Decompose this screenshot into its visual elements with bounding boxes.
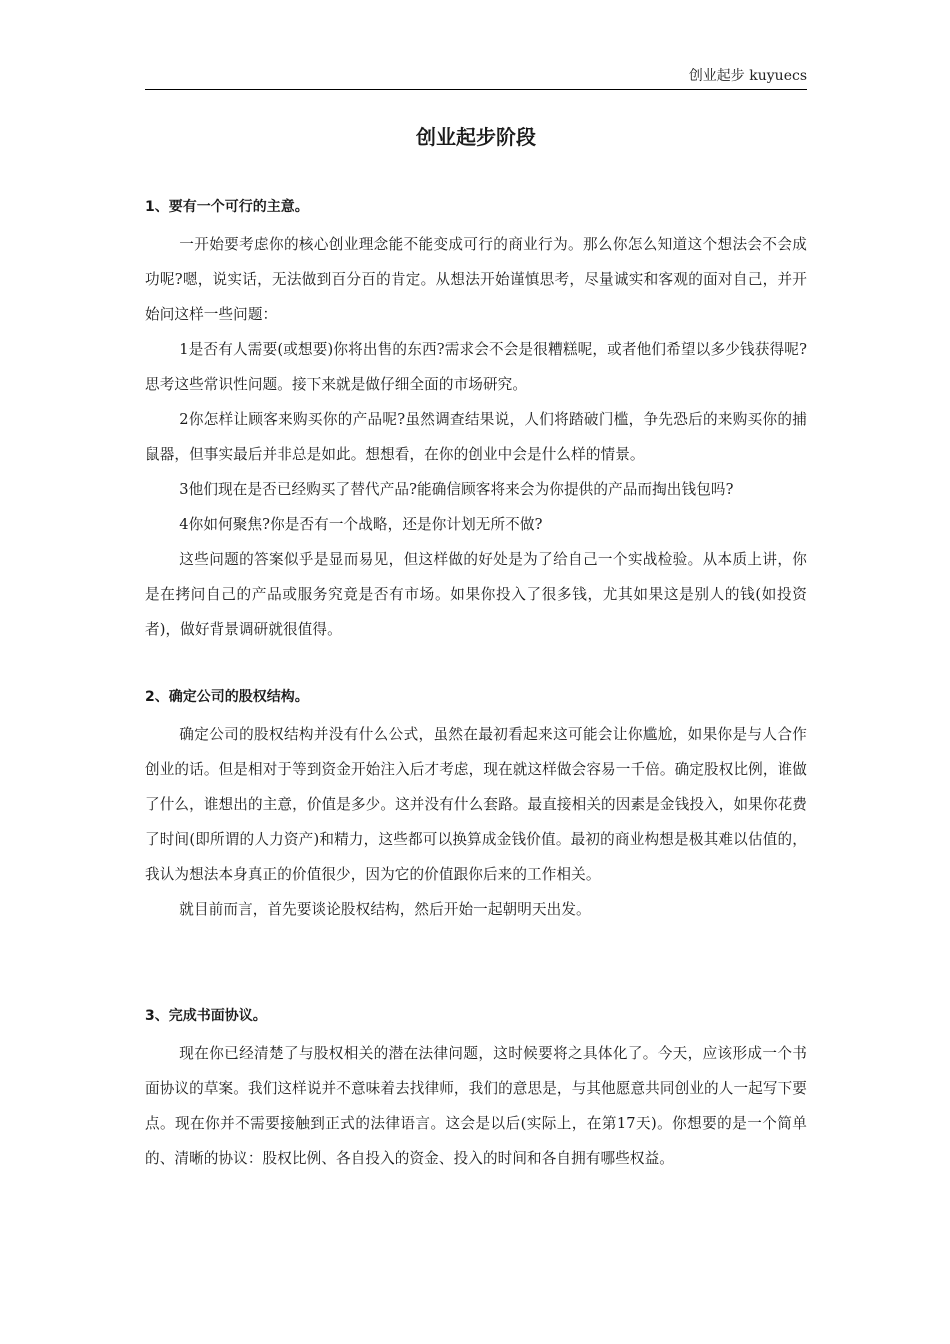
header-rule	[145, 89, 807, 90]
running-header: 创业起步 kuyuecs	[688, 68, 807, 84]
section-1	[145, 197, 807, 647]
paragraph: 现在你已经清楚了与股权相关的潜在法律问题，这时候要将之具体化了。今天，应该形成一个书面协议的草案。我们这样说并不意味着去找律师，我们的意思是，与其他愿意共同创业的人一起写下要点。现在你并不需要接触到正式的法律语言。这会是以后(实际上，在第17天)。你想要的是一个简单的、清晰的协议：股权比例、各自投入的资金、投入的时间和各自拥有哪些权益。	[145, 1045, 807, 1167]
paragraph: 一开始要考虑你的核心创业理念能不能变成可行的商业行为。那么你怎么知道这个想法会不会成功呢?嗯，说实话，无法做到百分百的肯定。从想法开始谨慎思考，尽量诚实和客观的面对自己，并开始问这样一些问题：	[145, 236, 807, 323]
document-page	[145, 0, 807, 1344]
paragraph: 3他们现在是否已经购买了替代产品?能确信顾客将来会为你提供的产品而掏出钱包吗?	[179, 481, 734, 498]
section-heading: 2、确定公司的股权结构。	[145, 689, 309, 705]
section-heading: 1、要有一个可行的主意。	[145, 199, 309, 215]
document-title: 创业起步阶段	[416, 125, 536, 149]
section-2	[145, 687, 807, 927]
paragraph: 1是否有人需要(或想要)你将出售的东西?需求会不会是很糟糕呢，或者他们希望以多少钱获得呢?思考这些常识性问题。接下来就是做仔细全面的市场研究。	[145, 341, 807, 393]
paragraph: 4你如何聚焦?你是否有一个战略，还是你计划无所不做?	[179, 516, 543, 533]
paragraph: 这些问题的答案似乎是显而易见，但这样做的好处是为了给自己一个实战检验。从本质上讲，你是在拷问自己的产品或服务究竟是否有市场。如果你投入了很多钱，尤其如果这是别人的钱(如投资者)，做好背景调研就很值得。	[145, 551, 807, 638]
section-3	[145, 1006, 807, 1176]
paragraph: 就目前而言，首先要谈论股权结构，然后开始一起朝明天出发。	[179, 901, 591, 918]
section-heading: 3、完成书面协议。	[145, 1008, 267, 1024]
paragraph: 确定公司的股权结构并没有什么公式，虽然在最初看起来这可能会让你尴尬，如果你是与人合作创业的话。但是相对于等到资金开始注入后才考虑，现在就这样做会容易一千倍。确定股权比例，谁做了什么，谁想出的主意，价值是多少。这并没有什么套路。最直接相关的因素是金钱投入，如果你花费了时间(即所谓的人力资产)和精力，这些都可以换算成金钱价值。最初的商业构想是极其难以估值的，我认为想法本身真正的价值很少，因为它的价值跟你后来的工作相关。	[145, 726, 807, 883]
paragraph: 2你怎样让顾客来购买你的产品呢?虽然调查结果说，人们将踏破门槛，争先恐后的来购买你的捕鼠器，但事实最后并非总是如此。想想看，在你的创业中会是什么样的情景。	[145, 411, 807, 463]
